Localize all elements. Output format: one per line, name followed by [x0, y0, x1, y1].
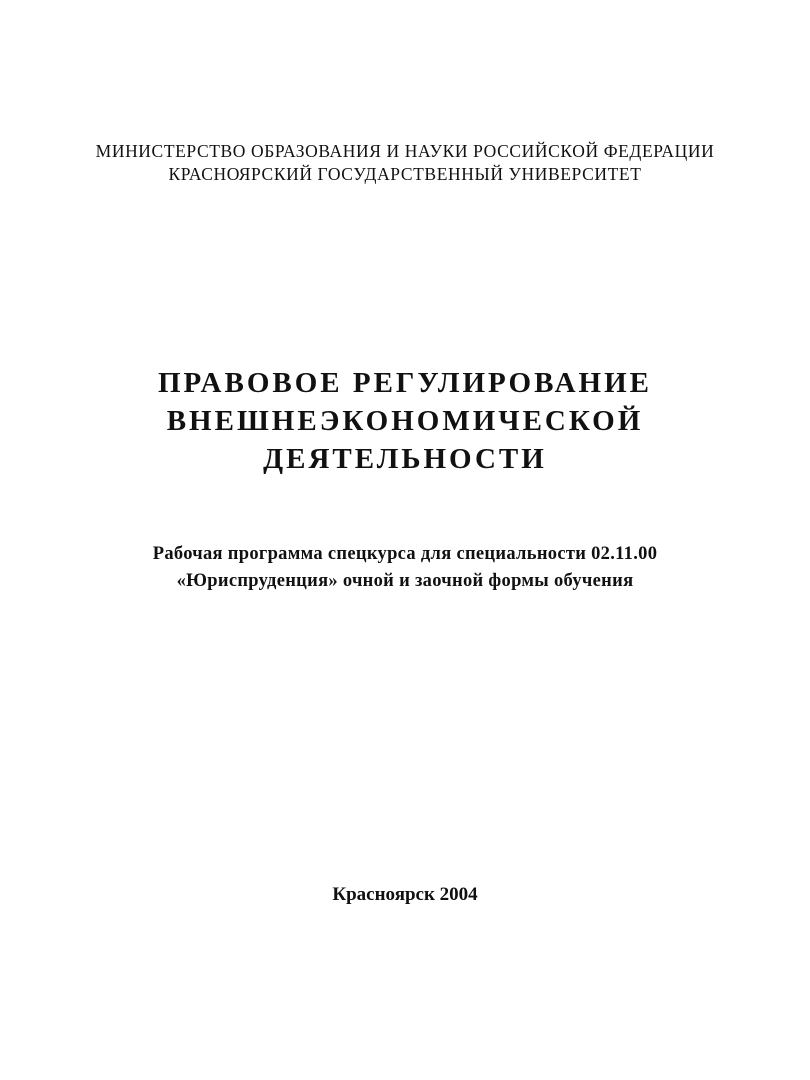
ministry-name: МИНИСТЕРСТВО ОБРАЗОВАНИЯ И НАУКИ РОССИЙСКОЙ ФЕДЕРАЦИИ	[95, 141, 715, 161]
title-line-1: ПРАВОВОЕ РЕГУЛИРОВАНИЕ	[157, 367, 653, 399]
title-line-3: ДЕЯТЕЛЬНОСТИ	[263, 443, 547, 475]
title-line-2: ВНЕШНЕЭКОНОМИЧЕСКОЙ	[166, 405, 644, 437]
subtitle-line-2: «Юриспруденция» очной и заочной формы обучения	[176, 571, 634, 591]
place-and-year: Красноярск 2004	[332, 884, 478, 905]
university-name: КРАСНОЯРСКИЙ ГОСУДАРСТВЕННЫЙ УНИВЕРСИТЕТ	[168, 164, 642, 184]
subtitle-line-1: Рабочая программа спецкурса для специальности 02.11.00	[152, 544, 658, 564]
